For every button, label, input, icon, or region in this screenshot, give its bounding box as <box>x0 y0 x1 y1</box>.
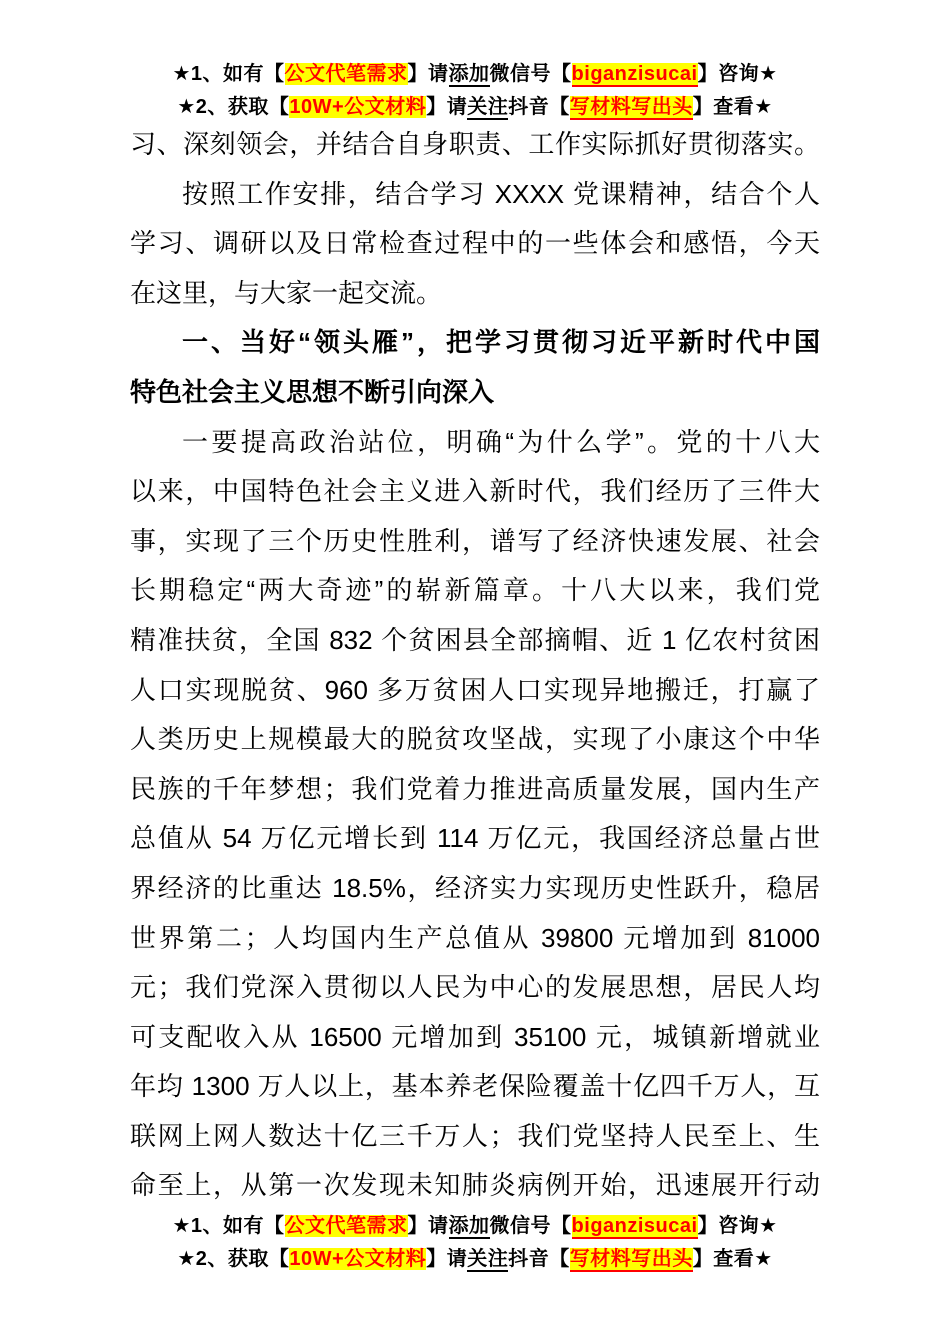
promo-footer <box>0 1210 950 1276</box>
promo-text: 】请 <box>426 96 468 118</box>
body-line: 联网上网人数达十亿三千万人；我们党坚持人民至上、生 <box>130 1120 820 1151</box>
document-body <box>130 120 820 1211</box>
promo-highlight-materials: 10W+公文材料 <box>289 96 427 118</box>
promo-text: 】咨询★ <box>697 1215 778 1237</box>
promo-text: ★1、如有【 <box>172 1215 285 1237</box>
body-line: 界经济的比重达 18.5%，经济实力实现历史性跃升，稳居 <box>130 872 820 903</box>
promo-highlight-service: 公文代笔需求 <box>284 63 408 85</box>
body-line: 事，实现了三个历史性胜利，谱写了经济快速发展、社会 <box>130 525 820 556</box>
heading-line: 一、当好“领头雁”，把学习贯彻习近平新时代中国 <box>182 327 820 358</box>
body-line: 人口实现脱贫、960 多万贫困人口实现异地搬迁，打赢了 <box>130 674 820 705</box>
promo-highlight-materials: 10W+公文材料 <box>289 1248 427 1270</box>
body-line: 习、深刻领会，并结合自身职责、工作实际抓好贯彻落实。 <box>130 129 820 159</box>
promo-text: 】请 <box>426 1248 468 1270</box>
promo-header <box>0 58 950 124</box>
body-line: 命至上，从第一次发现未知肺炎病例开始，迅速展开行动 <box>130 1170 820 1201</box>
promo-douyin-id: 写材料写出头 <box>569 1248 693 1270</box>
body-line: 世界第二；人均国内生产总值从 39800 元增加到 81000 <box>130 922 820 953</box>
body-line: 按照工作安排，结合学习 XXXX 党课精神，结合个人 <box>182 178 820 209</box>
promo-text: 】请 <box>407 63 449 85</box>
body-line: 一要提高政治站位，明确“为什么学”。党的十八大 <box>182 426 820 457</box>
body-line: 长期稳定“两大奇迹”的崭新篇章。十八大以来，我们党 <box>130 575 820 606</box>
promo-header-line1 <box>0 58 950 91</box>
promo-text: 微信号【 <box>489 1215 572 1237</box>
promo-text: 】查看★ <box>692 96 773 118</box>
promo-wechat-id: biganzisucai <box>571 63 698 85</box>
body-line: 人类历史上规模最大的脱贫攻坚战，实现了小康这个中华 <box>130 724 820 755</box>
promo-douyin-id: 写材料写出头 <box>569 96 693 118</box>
promo-wechat-id: biganzisucai <box>571 1215 698 1237</box>
promo-text: 抖音【 <box>508 96 570 118</box>
promo-text: 】咨询★ <box>697 63 778 85</box>
body-line: 元；我们党深入贯彻以人民为中心的发展思想，居民人均 <box>130 972 820 1003</box>
promo-underline-add: 添加 <box>448 1215 490 1237</box>
body-line: 在这里，与大家一起交流。 <box>130 277 443 308</box>
body-line: 可支配收入从 16500 元增加到 35100 元，城镇新增就业 <box>130 1021 820 1052</box>
promo-text: 】查看★ <box>692 1248 773 1270</box>
body-line: 以来，中国特色社会主义进入新时代，我们经历了三件大 <box>130 476 820 507</box>
promo-text: ★1、如有【 <box>172 63 285 85</box>
promo-text: 抖音【 <box>508 1248 570 1270</box>
promo-underline-follow: 关注 <box>467 96 509 118</box>
body-line: 总值从 54 万亿元增长到 114 万亿元，我国经济总量占世 <box>130 823 820 854</box>
promo-underline-add: 添加 <box>448 63 490 85</box>
heading-line: 特色社会主义思想不断引向深入 <box>130 376 495 407</box>
promo-highlight-service: 公文代笔需求 <box>284 1215 408 1237</box>
promo-footer-line2 <box>0 1243 950 1276</box>
body-line: 民族的千年梦想；我们党着力推进高质量发展，国内生产 <box>130 773 820 804</box>
body-line: 学习、调研以及日常检查过程中的一些体会和感悟，今天 <box>130 228 820 259</box>
promo-underline-follow: 关注 <box>467 1248 509 1270</box>
promo-text: ★2、获取【 <box>177 1248 290 1270</box>
promo-footer-line1 <box>0 1210 950 1243</box>
promo-text: 微信号【 <box>489 63 572 85</box>
promo-text: 】请 <box>407 1215 449 1237</box>
body-line: 年均 1300 万人以上，基本养老保险覆盖十亿四千万人，互 <box>130 1071 820 1102</box>
body-line: 精准扶贫，全国 832 个贫困县全部摘帽、近 1 亿农村贫困 <box>130 624 820 655</box>
promo-text: ★2、获取【 <box>177 96 290 118</box>
